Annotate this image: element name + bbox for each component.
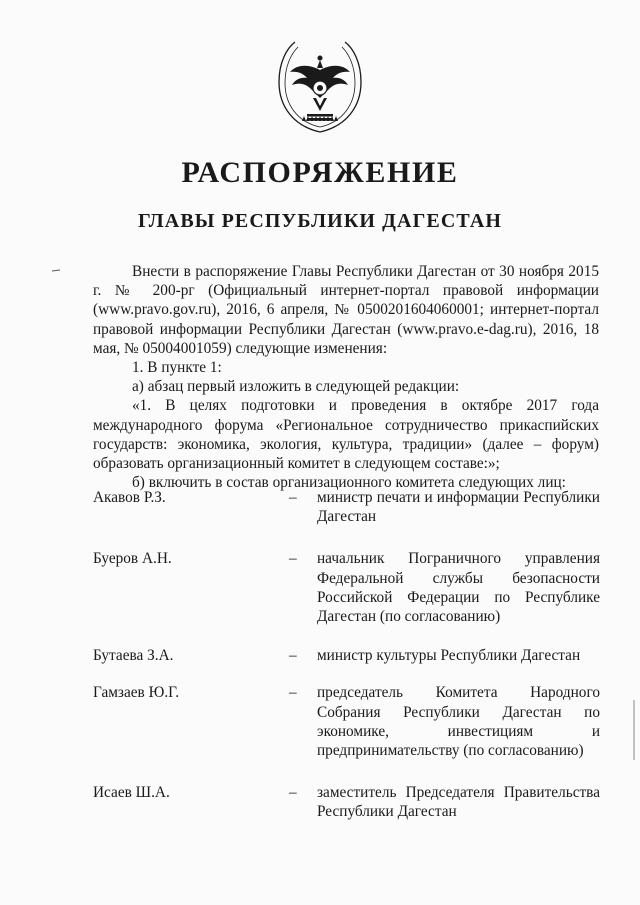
member-position: министр культуры Республики Дагестан <box>317 647 581 665</box>
intro-paragraph: Внести в распоряжение Главы Республики Дагестан от 30 ноября 2015 г. № 200-рг (Официальный интернет-портал правовой информации (www.pravo.gov.ru), 2016, 6 апреля, № 0500201604060001; интернет-портал правовой информации Республики Дагестан (www.pravo.e-dag.ru), 2016, 18 мая, № 05004001059) следующие изменения: <box>93 263 599 357</box>
committee-row <box>93 646 600 665</box>
subpoint-a: а) абзац первый изложить в следующей редакции: <box>132 378 460 396</box>
coat-of-arms-icon <box>273 38 367 136</box>
committee-row <box>93 683 600 760</box>
member-name: Исаев Ш.А. <box>93 784 170 802</box>
member-dash: – <box>289 647 297 665</box>
subpoint-b: б) включить в состав организационного комитета следующих лиц: <box>132 474 566 492</box>
point-1: 1. В пункте 1: <box>132 359 222 377</box>
member-position: председатель Комитета Народного Собрания Республики Дагестан по экономике, инвестициям и предпринимательству (по согласованию) <box>317 684 600 760</box>
committee-row <box>93 488 600 526</box>
member-dash: – <box>289 489 297 506</box>
member-dash: – <box>289 550 297 568</box>
committee-row <box>93 549 600 626</box>
committee-list <box>93 488 600 822</box>
member-name: Буеров А.Н. <box>93 550 172 568</box>
member-position: министр печати и информации Республики Дагестан <box>317 489 600 526</box>
member-dash: – <box>289 684 297 702</box>
member-name: Гамзаев Ю.Г. <box>93 684 180 702</box>
member-position: начальник Пограничного управления Федеральной службы безопасности Российской Федерации по Республике Дагестан (по согласованию) <box>317 550 600 626</box>
member-name: Бутаева З.А. <box>93 647 174 665</box>
member-dash: – <box>289 784 297 802</box>
committee-row <box>93 783 600 821</box>
document-subtitle: ГЛАВЫ РЕСПУБЛИКИ ДАГЕСТАН <box>137 210 503 232</box>
document-title: РАСПОРЯЖЕНИЕ <box>181 156 459 189</box>
member-position: заместитель Председателя Правительства Республики Дагестан <box>317 784 600 821</box>
quoted-paragraph: «1. В целях подготовки и проведения в октябре 2017 года международного форума «Региональное сотрудничество прикаспийских государств: экономика, экология, культура, традиции» (далее – форум) образовать организационный комитет в следующем составе:»; <box>93 397 599 473</box>
document-body <box>93 262 599 492</box>
scan-speck <box>52 268 60 274</box>
member-name: Акавов Р.З. <box>93 489 166 506</box>
scan-speck <box>632 700 636 760</box>
